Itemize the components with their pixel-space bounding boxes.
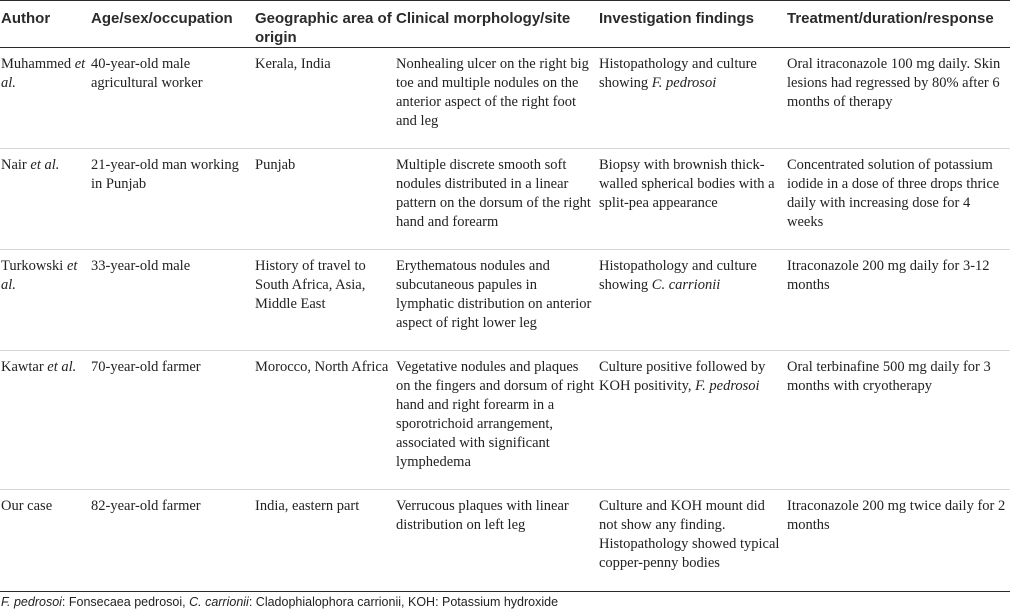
cell-treatment — [787, 149, 1010, 250]
footnote-rest: , KOH: Potassium hydroxide — [401, 595, 559, 609]
header-author: Author — [0, 1, 91, 48]
cell-investigation — [599, 490, 787, 592]
origin-text: Punjab — [255, 157, 296, 173]
cell-age — [91, 351, 255, 490]
age-text: 82-year-old farmer — [91, 498, 201, 514]
age-text: 70-year-old farmer — [91, 359, 201, 375]
cell-origin — [255, 351, 396, 490]
morphology-text: Verrucous plaques with linear distribution on left leg — [396, 498, 569, 533]
table-row — [0, 48, 1010, 149]
cell-morphology — [396, 351, 599, 490]
footnote-abbr-f-pedrosoi: F. pedrosoi — [1, 595, 62, 609]
table-row — [0, 250, 1010, 351]
cell-author — [0, 48, 91, 149]
cell-treatment — [787, 490, 1010, 592]
treatment-text: Itraconazole 200 mg twice daily for 2 months — [787, 498, 1006, 533]
table-row — [0, 490, 1010, 592]
investigation-text: Culture and KOH mount did not show any finding. Histopathology showed typical copper-penny bodies — [599, 498, 780, 571]
table-row — [0, 149, 1010, 250]
cell-age — [91, 149, 255, 250]
cell-age — [91, 490, 255, 592]
cell-investigation — [599, 149, 787, 250]
investigation-organism: F. pedrosoi — [695, 378, 760, 394]
treatment-text: Oral terbinafine 500 mg daily for 3 months with cryotherapy — [787, 359, 991, 394]
author-suffix: et al. — [30, 157, 60, 173]
cell-origin — [255, 48, 396, 149]
cell-author — [0, 250, 91, 351]
header-age-sex-occupation: Age/sex/occupation — [91, 1, 255, 48]
author-name: Kawtar — [1, 359, 44, 375]
cell-morphology — [396, 48, 599, 149]
cell-origin — [255, 490, 396, 592]
author-name: Turkowski — [1, 258, 64, 274]
footnote-abbr-c-carrionii: C. carrionii — [189, 595, 249, 609]
treatment-text: Concentrated solution of potassium iodide in a dose of three drops thrice daily with increasing dose for 4 weeks — [787, 157, 1000, 230]
cell-investigation — [599, 250, 787, 351]
author-suffix: et al. — [1, 258, 78, 293]
author-name: Muhammed — [1, 56, 72, 72]
cell-treatment — [787, 250, 1010, 351]
age-text: 21-year-old man working in Punjab — [91, 157, 239, 192]
origin-text: India, eastern part — [255, 498, 360, 514]
cell-origin — [255, 149, 396, 250]
age-text: 40-year-old male agricultural worker — [91, 56, 203, 91]
cell-morphology — [396, 490, 599, 592]
footnote-def-c-carrionii: : Cladophialophora carrionii — [248, 595, 402, 609]
cell-treatment — [787, 351, 1010, 490]
header-geographic-area: Geographic area of origin — [255, 1, 396, 48]
author-name: Nair — [1, 157, 27, 173]
treatment-text: Oral itraconazole 100 mg daily. Skin lesions had regressed by 80% after 6 months of therapy — [787, 56, 1001, 110]
footnote-def-f-pedrosoi: : Fonsecaea pedrosoi, — [61, 595, 190, 609]
author-suffix: et al. — [1, 56, 86, 91]
header-clinical-morphology: Clinical morphology/site — [396, 1, 599, 48]
cell-age — [91, 48, 255, 149]
cell-morphology — [396, 149, 599, 250]
cell-investigation — [599, 48, 787, 149]
cell-origin — [255, 250, 396, 351]
morphology-text: Erythematous nodules and subcutaneous papules in lymphatic distribution on anterior aspect of right lower leg — [396, 258, 592, 331]
table-header-row — [0, 1, 1010, 48]
author-suffix: et al. — [47, 359, 77, 375]
origin-text: Kerala, India — [255, 56, 331, 72]
cell-morphology — [396, 250, 599, 351]
investigation-organism: F. pedrosoi — [651, 75, 717, 91]
age-text: 33-year-old male — [91, 258, 191, 274]
table-row — [0, 351, 1010, 490]
origin-text: History of travel to South Africa, Asia, Middle East — [255, 258, 366, 312]
cell-author — [0, 149, 91, 250]
morphology-text: Nonhealing ulcer on the right big toe and multiple nodules on the anterior aspect of the right foot and leg — [396, 56, 589, 129]
header-treatment: Treatment/duration/response — [787, 1, 1010, 48]
cell-author — [0, 351, 91, 490]
cell-author — [0, 490, 91, 592]
origin-text: Morocco, North Africa — [255, 359, 389, 375]
investigation-organism: C. carrionii — [651, 277, 721, 293]
treatment-text: Itraconazole 200 mg daily for 3-12 months — [787, 258, 990, 293]
morphology-text: Vegetative nodules and plaques on the fingers and dorsum of right hand and right forearm in a sporotrichoid arrangement, associated with significant lymphedema — [396, 359, 595, 470]
table-footnote — [1, 595, 1009, 610]
cell-investigation — [599, 351, 787, 490]
investigation-text: Histopathology and culture showing — [599, 258, 757, 293]
header-investigation-findings: Investigation findings — [599, 1, 787, 48]
author-name: Our case — [1, 498, 53, 514]
cell-treatment — [787, 48, 1010, 149]
morphology-text: Multiple discrete smooth soft nodules distributed in a linear pattern on the dorsum of the right hand and forearm — [396, 157, 591, 230]
cell-age — [91, 250, 255, 351]
investigation-text: Histopathology and culture showing — [599, 56, 757, 91]
investigation-text: Culture positive followed by KOH positivity, — [599, 359, 766, 394]
investigation-text: Biopsy with brownish thick-walled spherical bodies with a split-pea appearance — [599, 157, 775, 211]
